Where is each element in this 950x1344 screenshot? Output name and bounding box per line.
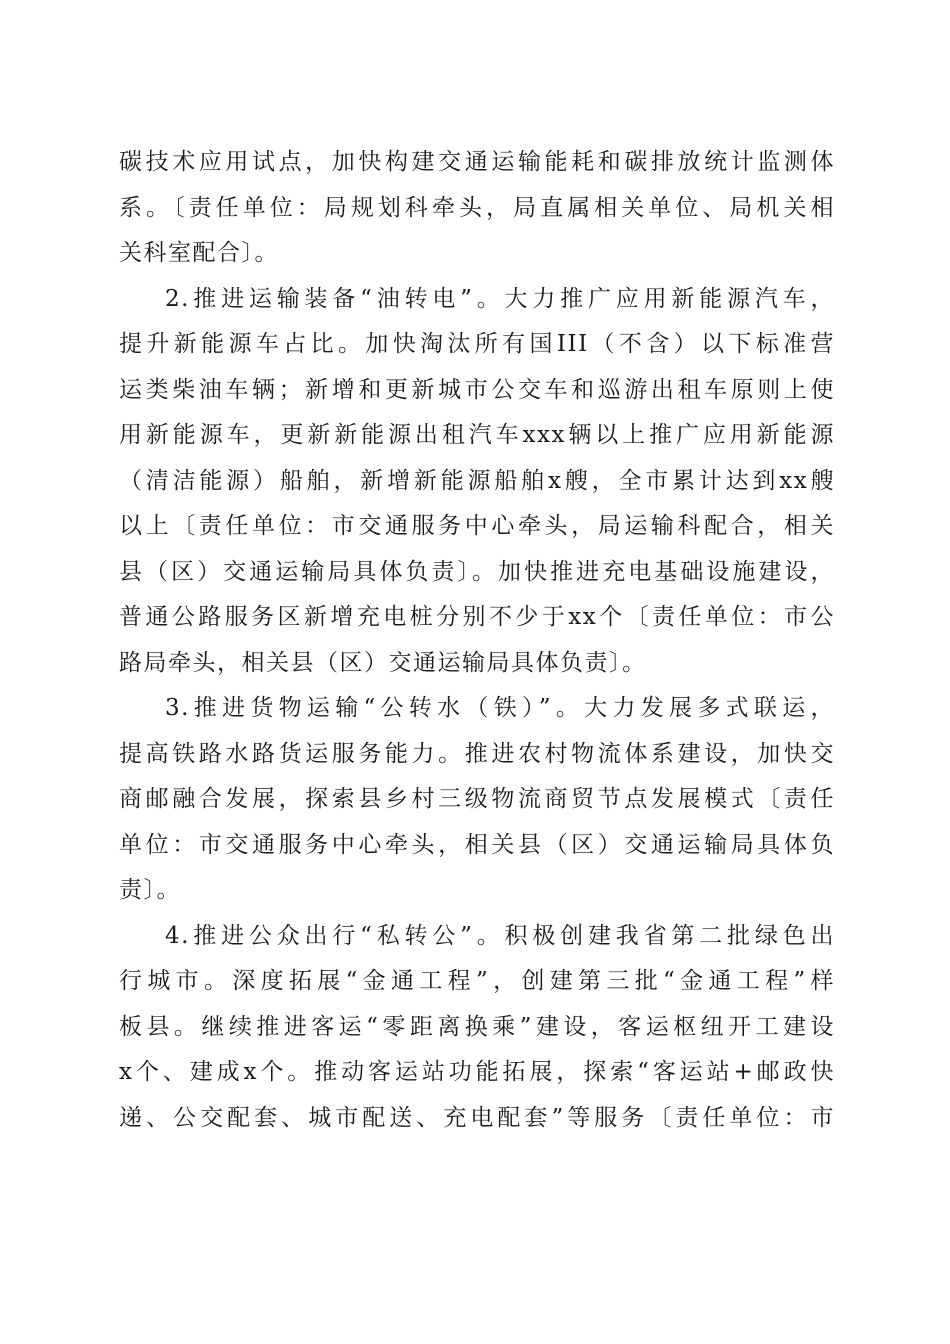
body-line: 路局牵头，相关县（区）交通运输局具体负责〕。	[119, 649, 647, 676]
body-line: 运类柴油车辆；新增和更新城市公交车和巡游出租车原则上使	[119, 376, 835, 403]
document-body	[119, 140, 835, 1141]
section-heading-line: 3.推进货物运输“公转水（铁）”。大力发展多式联运，	[165, 695, 835, 721]
body-line: x个、建成x个。推动客运站功能拓展，探索“客运站+邮政快	[119, 1059, 835, 1085]
body-line: 责〕。	[119, 877, 181, 903]
body-line: 商邮融合发展，探索县乡村三级物流商贸节点发展模式〔责任	[119, 786, 835, 812]
section-heading-line: 2.推进运输装备“油转电”。大力推广应用新能源汽车，	[165, 285, 835, 312]
section-heading-line: 4.推进公众出行“私转公”。积极创建我省第二批绿色出	[165, 922, 835, 949]
body-line: 以上〔责任单位：市交通服务中心牵头，局运输科配合，相关	[119, 513, 835, 539]
body-line: 碳技术应用试点，加快构建交通运输能耗和碳排放统计监测体	[119, 149, 835, 175]
body-line: 提高铁路水路货运服务能力。推进农村物流体系建设，加快交	[119, 740, 835, 767]
body-line: 提升新能源车占比。加快淘汰所有国III（不含）以下标准营	[119, 331, 835, 357]
body-line: 普通公路服务区新增充电桩分别不少于xx个〔责任单位：市公	[119, 604, 835, 630]
body-line: 系。〔责任单位：局规划科牵头，局直属相关单位、局机关相	[119, 194, 835, 221]
body-line: 板县。继续推进客运“零距离换乘”建设，客运枢纽开工建设	[119, 1013, 835, 1040]
body-line: （清洁能源）船舶，新增新能源船舶x艘，全市累计达到xx艘	[119, 467, 835, 494]
body-line: 关科室配合〕。	[119, 240, 279, 266]
body-line: 单位：市交通服务中心牵头，相关县（区）交通运输局具体负	[119, 831, 835, 858]
body-line: 县（区）交通运输局具体负责〕。加快推进充电基础设施建设，	[119, 558, 835, 585]
body-line: 递、公交配套、城市配送、充电配套”等服务〔责任单位：市	[119, 1104, 835, 1131]
body-line: 用新能源车，更新新能源出租汽车xxx辆以上推广应用新能源	[119, 422, 835, 448]
body-line: 行城市。深度拓展“金通工程”，创建第三批“金通工程”样	[119, 968, 835, 994]
